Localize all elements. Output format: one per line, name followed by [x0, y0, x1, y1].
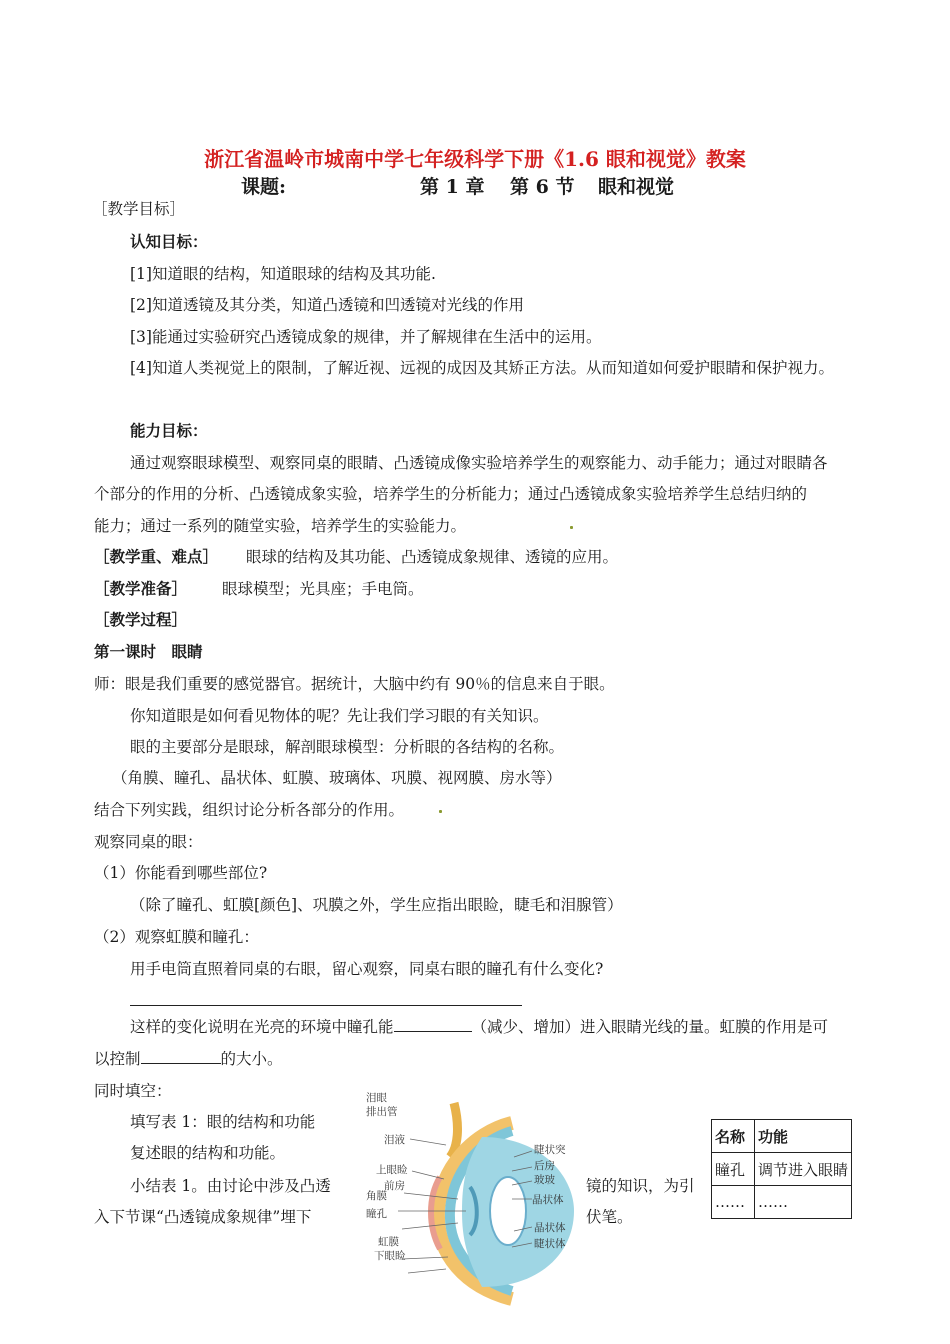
body-line: 结合下列实践，组织讨论分析各部分的作用。 — [94, 801, 405, 819]
table-row — [712, 1153, 852, 1186]
table-cell: 调节进入眼睛 — [755, 1153, 852, 1186]
label-upper-eyelid: 上眼睑 — [376, 1164, 408, 1176]
body-line: 复述眼的结构和功能。 — [130, 1144, 286, 1162]
body-line: 填写表 1：眼的结构和功能 — [130, 1113, 316, 1131]
label-duct: 排出管 — [366, 1106, 398, 1118]
process-heading: ［教学过程］ — [94, 610, 188, 629]
fill-in-text: 的大小。 — [220, 1050, 283, 1068]
body-line: 镜的知识，为引 — [586, 1177, 695, 1195]
preparation-text: 眼球模型；光具座；手电筒。 — [222, 580, 424, 598]
ability-heading: 能力目标： — [130, 421, 208, 440]
label-cornea: 角膜 — [366, 1190, 387, 1202]
answer-line[interactable] — [130, 1005, 522, 1006]
table-cell: 瞳孔 — [712, 1153, 755, 1186]
body-line: 用手电筒直照着同桌的右眼，留心观察，同桌右眼的瞳孔有什么变化? — [130, 960, 604, 978]
body-line: （1）你能看到哪些部位? — [94, 864, 268, 882]
cognitive-item: [1]知道眼的结构，知道眼球的结构及其功能. — [130, 265, 436, 283]
blank-field[interactable] — [394, 1015, 472, 1032]
cognitive-item: [2]知道透镜及其分类，知道凸透镜和凹透镜对光线的作用 — [130, 296, 524, 314]
table-header-cell: 功能 — [755, 1120, 852, 1153]
fill-in-line — [130, 1015, 828, 1037]
document-title: 浙江省温岭市城南中学七年级科学下册《1.6 眼和视觉》教案 — [204, 147, 746, 171]
body-line: 师：眼是我们重要的感觉器官。据统计，大脑中约有 90％的信息来自于眼。 — [94, 675, 615, 693]
function-table — [711, 1119, 852, 1219]
body-line: 小结表 1。由讨论中涉及凸透 — [130, 1177, 331, 1195]
table-cell: …… — [755, 1186, 852, 1219]
label-lens: 晶状体 — [532, 1194, 564, 1206]
blank-field[interactable] — [141, 1047, 221, 1064]
lesson-label: 课题: — [241, 176, 287, 198]
label-lacrimal: 泪眼 — [366, 1092, 387, 1104]
fill-in-text: 以控制 — [94, 1050, 141, 1068]
body-line: （除了瞳孔、虹膜[颜色]、巩膜之外，学生应指出眼睑，睫毛和泪腺管） — [130, 896, 623, 914]
label-ciliary-body: 睫状体 — [534, 1238, 566, 1250]
cognitive-item: [3]能通过实验研究凸透镜成象的规律，并了解规律在生活中的运用。 — [130, 328, 602, 346]
cognitive-item: [4]知道人类视觉上的限制，了解近视、远视的成因及其矫正方法。从而知道如何爱护眼睛和保护视力。 — [130, 359, 834, 377]
label-vitreous: 玻玻 — [534, 1174, 555, 1186]
table-cell: …… — [712, 1186, 755, 1219]
body-line: （2）观察虹膜和瞳孔： — [94, 928, 259, 946]
cognitive-heading: 认知目标： — [130, 232, 208, 251]
section-label: 第 6 节 — [510, 176, 575, 198]
table-row — [712, 1186, 852, 1219]
objectives-heading: ［教学目标］ — [92, 200, 186, 218]
label-pupil: 瞳孔 — [366, 1208, 387, 1220]
fill-in-text: （减少、增加）进入眼睛光线的量。虹膜的作用是可 — [471, 1018, 829, 1036]
body-line: （角膜、瞳孔、晶状体、虹膜、玻璃体、巩膜、视网膜、房水等） — [112, 769, 562, 787]
label-tears: 泪液 — [384, 1134, 405, 1146]
topic-label: 眼和视觉 — [598, 176, 675, 198]
table-header-cell: 名称 — [712, 1120, 755, 1153]
label-lower-eyelid: 下眼睑 — [374, 1250, 406, 1262]
key-points-text: 眼球的结构及其功能、凸透镜成象规律、透镜的应用。 — [246, 548, 619, 566]
ability-line: 通过观察眼球模型、观察同桌的眼睛、凸透镜成像实验培养学生的观察能力、动手能力；通过对眼睛各 — [130, 454, 828, 472]
body-line: 伏笔。 — [586, 1208, 633, 1226]
label-posterior-chamber: 后房 — [534, 1160, 555, 1172]
label-ciliary-process: 睫状突 — [534, 1144, 566, 1156]
eye-anatomy-diagram — [362, 1087, 574, 1311]
body-line: 观察同桌的眼： — [94, 833, 203, 851]
key-points-label: ［教学重、难点］ — [94, 547, 219, 566]
preparation-label: ［教学准备］ — [94, 579, 188, 598]
lesson-title: 第一课时 眼睛 — [94, 642, 203, 661]
ability-line: 个部分的作用的分析、凸透镜成象实验，培养学生的分析能力；通过凸透镜成象实验培养学生总结归纳的 — [94, 485, 808, 503]
body-line: 你知道眼是如何看见物体的呢？先让我们学习眼的有关知识。 — [130, 707, 549, 725]
body-line: 入下节课“凸透镜成象规律”埋下 — [94, 1208, 312, 1226]
fill-in-line — [94, 1047, 283, 1069]
body-line: 同时填空： — [94, 1082, 172, 1100]
table-header-row — [712, 1120, 852, 1153]
fill-in-text: 这样的变化说明在光亮的环境中瞳孔能 — [130, 1018, 394, 1036]
label-lens-2: 晶状体 — [534, 1222, 566, 1234]
label-iris: 虹膜 — [378, 1236, 399, 1248]
label-anterior-chamber: 前房 — [384, 1180, 405, 1192]
body-line: 眼的主要部分是眼球，解剖眼球模型：分析眼的各结构的名称。 — [130, 738, 565, 756]
ability-line: 能力；通过一系列的随堂实验，培养学生的实验能力。 — [94, 517, 467, 535]
chapter-label: 第 1 章 — [420, 176, 485, 198]
